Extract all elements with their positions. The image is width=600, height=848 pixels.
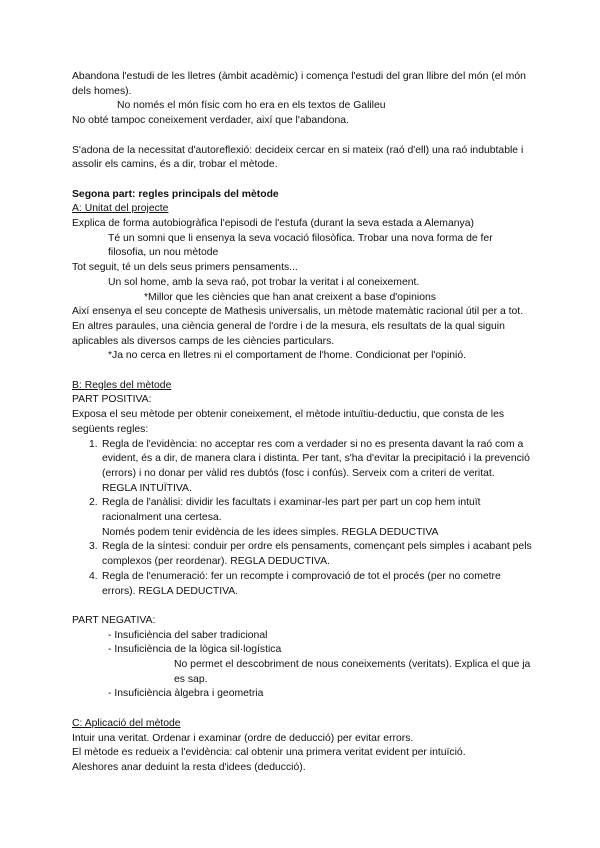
- rule-number: 4.: [89, 570, 98, 582]
- section-a-note-2: *Ja no cerca en lletres ni el comportament de l'home. Condicionat per l'opinió.: [108, 350, 467, 362]
- intro-paragraph-3: S'adona de la necessitat d'autoreflexió: decideix cercar en si mateix (raó d'ell) una raó indubtable i assolir els camins, és a dir, trobar el mètode.: [72, 144, 524, 171]
- section-a-line-2: Té un somni que li ensenya la seva vocació filosòfica. Trobar una nova forma de fer filosofia, un nou mètode: [108, 232, 493, 259]
- rule-number: 2.: [89, 497, 98, 509]
- rule-item: [72, 496, 532, 540]
- section-heading: Segona part: regles principals del mètode: [72, 188, 279, 200]
- section-a-line-4: Un sol home, amb la seva raó, pot trobar la veritat i al coneixement.: [108, 276, 420, 288]
- subsection-a-title: A: Unitat del projecte: [72, 203, 169, 215]
- negative-item-3: - Insuficiència àlgebra i geometria: [108, 688, 264, 700]
- positive-part-intro: Exposa el seu mètode per obtenir coneixement, el mètode intuïtiu-deductiu, que consta de les següents regles:: [72, 409, 505, 435]
- intro-subline: No només el món físic com ho era en els textos de Galileu: [117, 100, 386, 112]
- intro-paragraph-1: Abandona l'estudi de les lletres (àmbit acadèmic) i comença l'estudi del gran llibre del món (el món dels homes).: [72, 71, 526, 97]
- subsection-c-title: C: Aplicació del mètode: [72, 717, 181, 729]
- negative-part-label: PART NEGATIVA:: [72, 614, 156, 626]
- rule-number: 1.: [89, 438, 98, 450]
- section-c-line-2: El mètode es redueix a l'evidència: cal obtenir una primera veritat evident per intuïció.: [72, 747, 466, 759]
- rules-list: [72, 438, 532, 600]
- subsection-b-title: B: Regles del mètode: [72, 379, 172, 391]
- rule-text: Regla de l'anàlisi: dividir les facultats i examinar-les part per part un cop hem intuït racionalment una certesa.: [102, 497, 481, 524]
- document-page: [72, 70, 532, 776]
- section-a-line-3: Tot seguit, té un dels seus primers pensaments...: [72, 262, 298, 274]
- negative-item-2: - Insuficiència de la lògica sil·logística: [108, 644, 282, 656]
- section-c-line-1: Intuir una veritat. Ordenar i examinar (ordre de deducció) per evitar errors.: [72, 732, 414, 744]
- rule-item: [72, 570, 532, 599]
- rule-item: [72, 540, 532, 569]
- section-a-line-6: Així ensenya el seu concepte de Mathesis universalis, un mètode matemàtic racional útil per a tot. En altres paraules, una ciència general de l'ordre i de la mesura, els resultats de la qual siguin aplicables als diversos camps de les ciències particulars.: [72, 306, 524, 347]
- rule-text: Regla de la síntesi: conduir per ordre els pensaments, començant pels simples i acabant pels complexos (per reordenar). REGLA DEDUCTIVA.: [102, 541, 532, 568]
- rule-number: 3.: [89, 541, 98, 553]
- rule-text: Regla de l'evidència: no acceptar res com a verdader si no es presenta davant la raó com a evident, és a dir, de manera clara i distinta. Per tant, s'ha d'evitar la precipitació i la prevenció (errors) i no donar per vàlid res dubtós (fosc i confús). Serveix com a criteri de veritat. REGLA INTUÏTIVA.: [102, 438, 530, 494]
- rule-text: Regla de l'enumeració: fer un recompte i comprovació de tot el procés (per no cometre errors). REGLA DEDUCTIVA.: [102, 570, 501, 597]
- negative-item-1: - Insuficiència del saber tradicional: [108, 629, 268, 641]
- intro-paragraph-2: No obté tampoc coneixement verdader, així que l'abandona.: [72, 115, 349, 127]
- section-a-note-1: *Millor que les ciències que han anat creixent a base d'opinions: [144, 291, 436, 303]
- rule-item: [72, 438, 532, 497]
- section-c-line-3: Aleshores anar deduint la resta d'idees (deducció).: [72, 761, 306, 773]
- rule-extra: Només podem tenir evidència de les idees simples. REGLA DEDUCTIVA: [102, 526, 439, 538]
- negative-item-2-note: No permet el descobriment de nous coneixements (veritats). Explica el que ja es sap.: [174, 659, 531, 685]
- positive-part-label: PART POSITIVA:: [72, 394, 152, 406]
- section-a-line-1: Explica de forma autobiogràfica l'episodi de l'estufa (durant la seva estada a Alemanya): [72, 218, 474, 229]
